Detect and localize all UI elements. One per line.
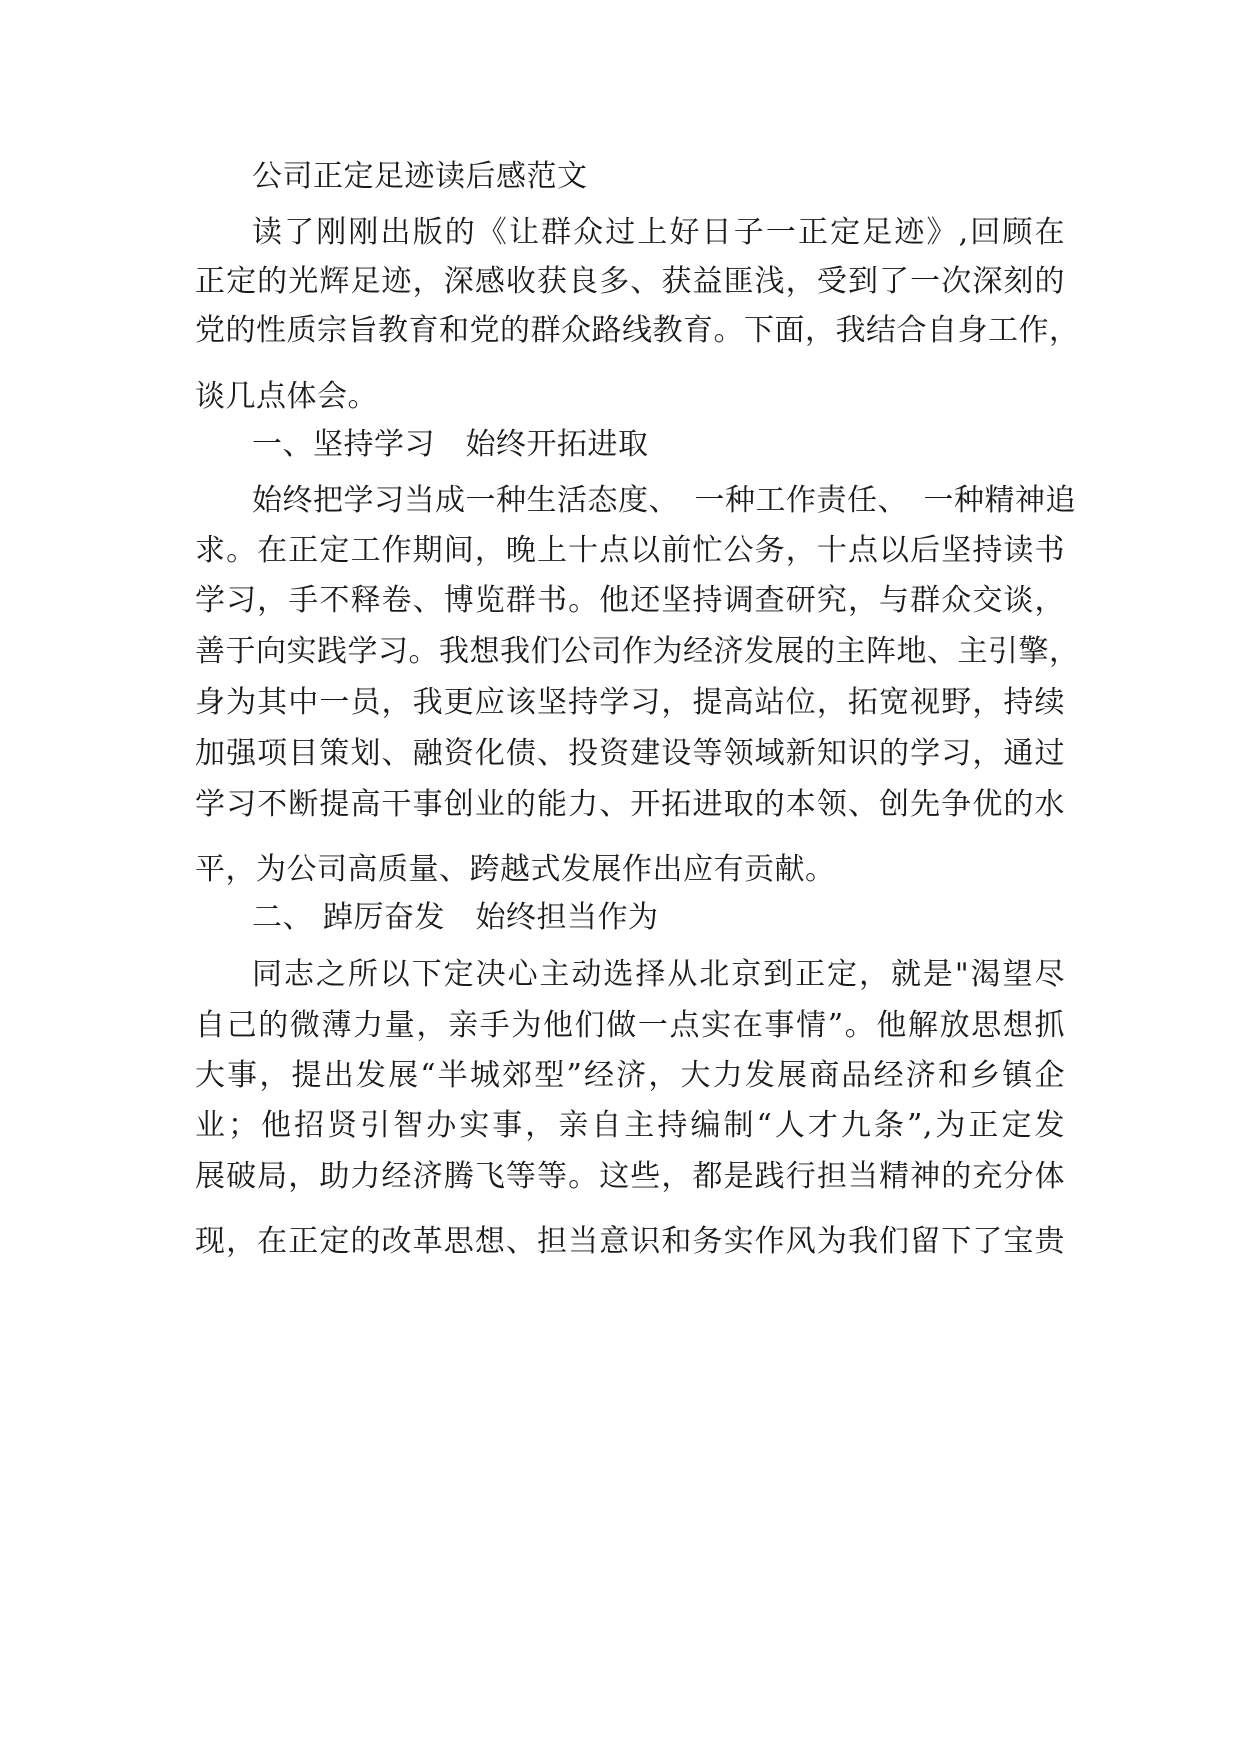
paragraph-line: 正定的光辉足迹，深感收获良多、获益匪浅，受到了一次深刻的 [195,264,1065,299]
paragraph-line: 求。在正定工作期间，晚上十点以前忙公务，十点以后坚持读书 [195,533,1065,568]
paragraph-line: 身为其中一员，我更应该坚持学习，提高站位，拓宽视野，持续 [195,685,1065,720]
paragraph-line: 学习不断提高干事创业的能力、开拓进取的本领、创先争优的水 [195,787,1065,822]
document-title: 公司正定足迹读后感范文 [252,159,588,194]
paragraph-line: 现，在正定的改革思想、担当意识和务实作风为我们留下了宝贵 [195,1224,1065,1259]
paragraph-line: 自己的微薄力量，亲手为他们做一点实在事情”。他解放思想抓 [195,1008,1065,1043]
section-heading: 二、 踔厉奋发 始终担当作为 [252,900,659,935]
paragraph-line: 大事，提出发展“半城郊型”经济，大力发展商品经济和乡镇企 [195,1058,1065,1093]
paragraph-line: 业；他招贤引智办实事，亲自主持编制“人才九条”,为正定发 [195,1108,1065,1143]
paragraph-line: 始终把学习当成一种生活态度、 一种工作责任、 一种精神追 [252,483,1076,518]
paragraph-line: 学习，手不释卷、博览群书。他还坚持调查研究，与群众交谈， [195,583,1065,618]
paragraph-line: 同志之所以下定决心主动选择从北京到正定，就是"渴望尽 [252,957,1065,992]
paragraph-line: 善于向实践学习。我想我们公司作为经济发展的主阵地、主引擎， [195,634,1080,669]
paragraph-line: 展破局，助力经济腾飞等等。这些，都是践行担当精神的充分体 [195,1159,1065,1194]
paragraph-line: 平，为公司高质量、跨越式发展作出应有贡献。 [195,852,836,887]
section-heading: 一、坚持学习 始终开拓进取 [252,427,649,462]
paragraph-line: 读了刚刚出版的《让群众过上好日子一正定足迹》,回顾在 [252,215,1065,250]
paragraph-line: 谈几点体会。 [195,379,378,414]
paragraph-line: 加强项目策划、融资化债、投资建设等领域新知识的学习，通过 [195,736,1065,771]
paragraph-line: 党的性质宗旨教育和党的群众路线教育。下面，我结合自身工作， [195,313,1080,348]
